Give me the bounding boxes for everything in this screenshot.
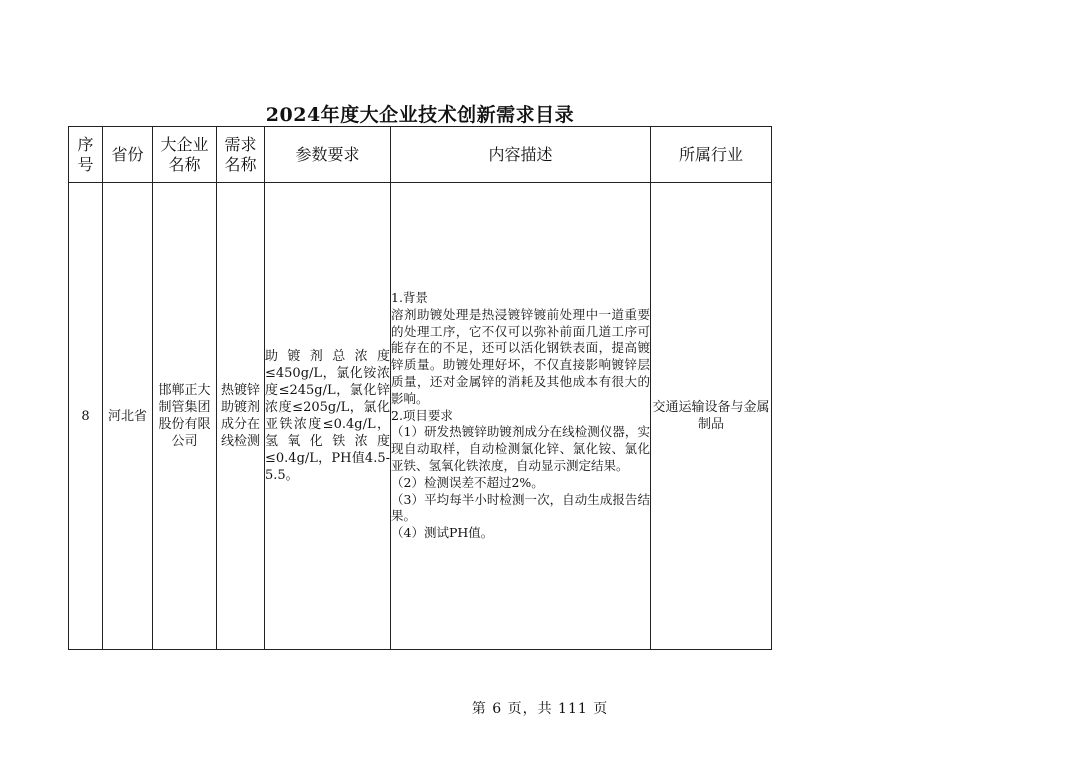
description-line: （3）平均每半小时检测一次，自动生成报告结果。 [391, 491, 650, 524]
cell-company: 邯郸正大制管集团股份有限公司 [153, 183, 217, 650]
header-industry: 所属行业 [651, 127, 772, 183]
description-line: （4）测试PH值。 [391, 525, 494, 541]
table-header-row [69, 127, 772, 183]
document-title: 2024年度大企业技术创新需求目录 [265, 104, 575, 126]
page-footer: 第 6 页，共 111 页 [471, 701, 609, 717]
header-province: 省份 [103, 127, 153, 183]
header-company: 大企业名称 [153, 127, 217, 183]
description-line: 溶剂助镀处理是热浸镀锌镀前处理中一道重要的处理工序，它不仅可以弥补前面几道工序可能存在的不足，还可以活化钢铁表面，提高镀锌质量。助镀处理好坏，不仅直接影响镀锌层质量，还对金属锌的消耗及其他成本有很大的影响。 [391, 306, 650, 406]
description-line: （2）检测误差不超过2%。 [391, 474, 544, 490]
cell-industry: 交通运输设备与金属制品 [651, 183, 772, 650]
cell-demand: 热镀锌助镀剂成分在线检测 [217, 183, 265, 650]
header-params: 参数要求 [265, 127, 391, 183]
cell-description [391, 183, 651, 650]
description-line: 1.背景 [391, 290, 428, 306]
cell-params: 助镀剂总浓度≤450g/L，氯化铵浓度≤245g/L，氯化锌浓度≤205g/L，氯化亚铁浓度≤0.4g/L，氢氧化铁浓度≤0.4g/L，PH值4.5-5.5。 [265, 183, 391, 650]
cell-no: 8 [69, 183, 103, 650]
demand-table [68, 126, 772, 650]
description-line: （1）研发热镀锌助镀剂成分在线检测仪器，实现自动取样，自动检测氯化锌、氯化铵、氯化亚铁、氢氧化铁浓度，自动显示测定结果。 [391, 424, 650, 473]
description-line: 2.项目要求 [391, 407, 453, 423]
cell-province: 河北省 [103, 183, 153, 650]
table-row [69, 183, 772, 650]
header-demand: 需求名称 [217, 127, 265, 183]
header-description: 内容描述 [391, 127, 651, 183]
header-no: 序号 [69, 127, 103, 183]
